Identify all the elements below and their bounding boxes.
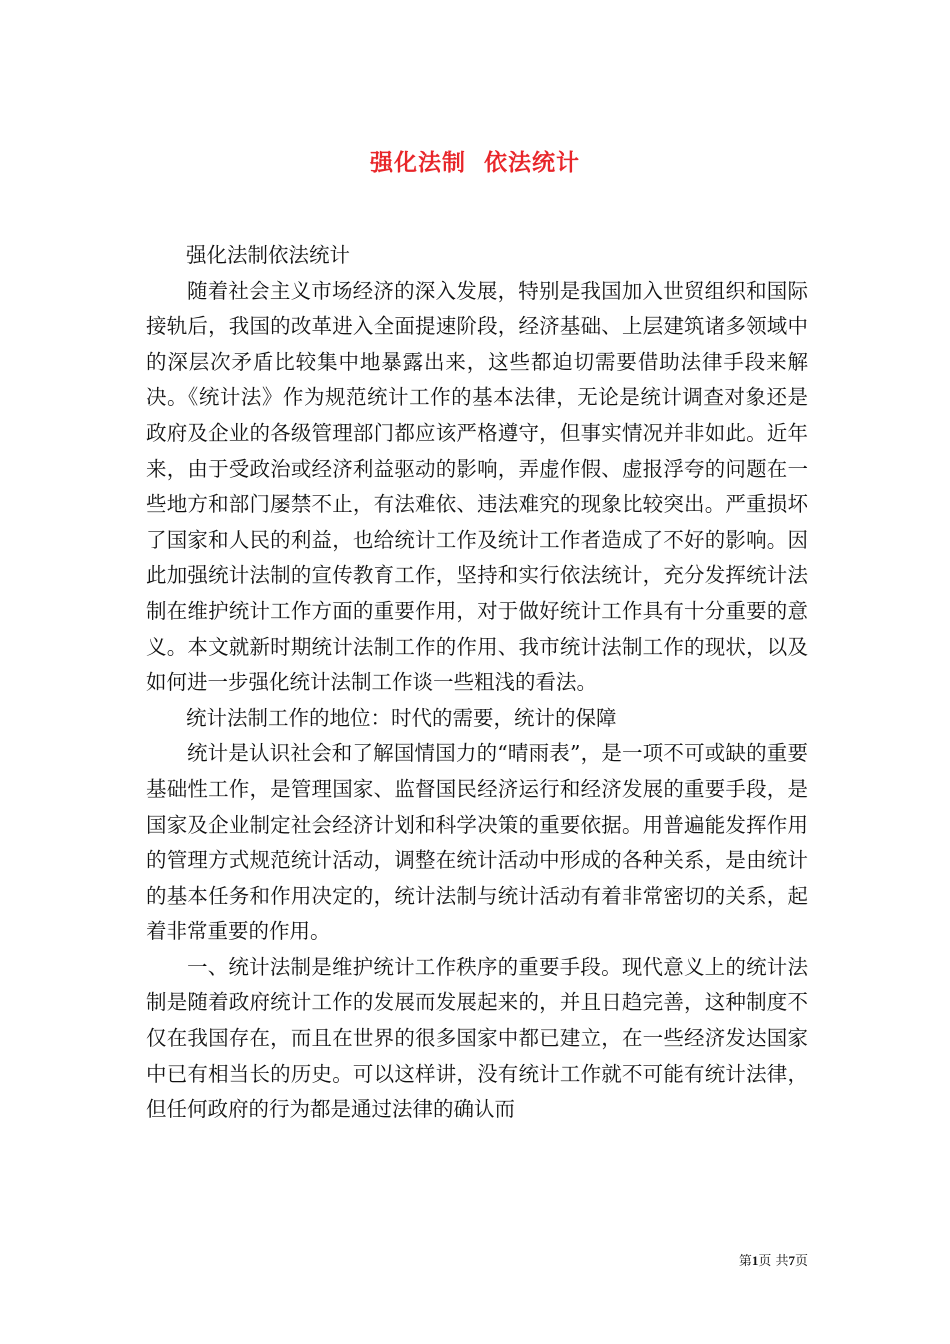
paragraph-intro: 随着社会主义市场经济的深入发展，特别是我国加入世贸组织和国际接轨后，我国的改革进入全面提速阶段，经济基础、上层建筑诸多领域中的深层次矛盾比较集中地暴露出来，这些都迫切需要借助法律手段来解决。《统计法》作为规范统计工作的基本法律，无论是统计调查对象还是政府及企业的各级管理部门都应该严格遵守，但事实情况并非如此。近年来，由于受政治或经济利益驱动的影响，弄虚作假、虚报浮夸的问题在一些地方和部门屡禁不止，有法难依、违法难究的现象比较突出。严重损坏了国家和人民的利益，也给统计工作及统计工作者造成了不好的影响。因此加强统计法制的宣传教育工作，坚持和实行依法统计，充分发挥统计法制在维护统计工作方面的重要作用，对于做好统计工作具有十分重要的意义。本文就新时期统计法制工作的作用、我市统计法制工作的现状，以及如何进一步强化统计法制工作谈一些粗浅的看法。 [146,278,808,695]
paragraph-role-of-statistics: 统计是认识社会和了解国情国力的“晴雨表”，是一项不可或缺的重要基础性工作，是管理国家、监督国民经济运行和经济发展的重要手段，是国家及企业制定社会经济计划和科学决策的重要依据。用普遍能发挥作用的管理方式规范统计活动，调整在统计活动中形成的各种关系，是由统计的基本任务和作用决定的，统计法制与统计活动有着非常密切的关系，起着非常重要的作用。 [146,741,808,944]
page-footer [700,1252,808,1271]
footer-prefix: 第 [738,1254,752,1269]
paragraph-subtitle: 强化法制依法统计 [185,243,350,267]
paragraph-point-one: 一、统计法制是维护统计工作秩序的重要手段。现代意义上的统计法制是随着政府统计工作的发展而发展起来的，并且日趋完善，这种制度不仅在我国存在，而且在世界的很多国家中都已建立，在一些经济发达国家中已有相当长的历史。可以这样讲，没有统计工作就不可能有统计法律，但任何政府的行为都是通过法律的确认而 [146,954,808,1122]
footer-suffix: 页 [794,1254,808,1269]
current-page-number: 1 [751,1253,759,1268]
document-body [146,238,808,1128]
document-title: 强化法制 依法统计 [369,149,580,177]
footer-middle: 页 共 [758,1254,789,1269]
total-page-number: 7 [788,1253,795,1268]
section-heading: 统计法制工作的地位：时代的需要，统计的保障 [185,705,617,730]
